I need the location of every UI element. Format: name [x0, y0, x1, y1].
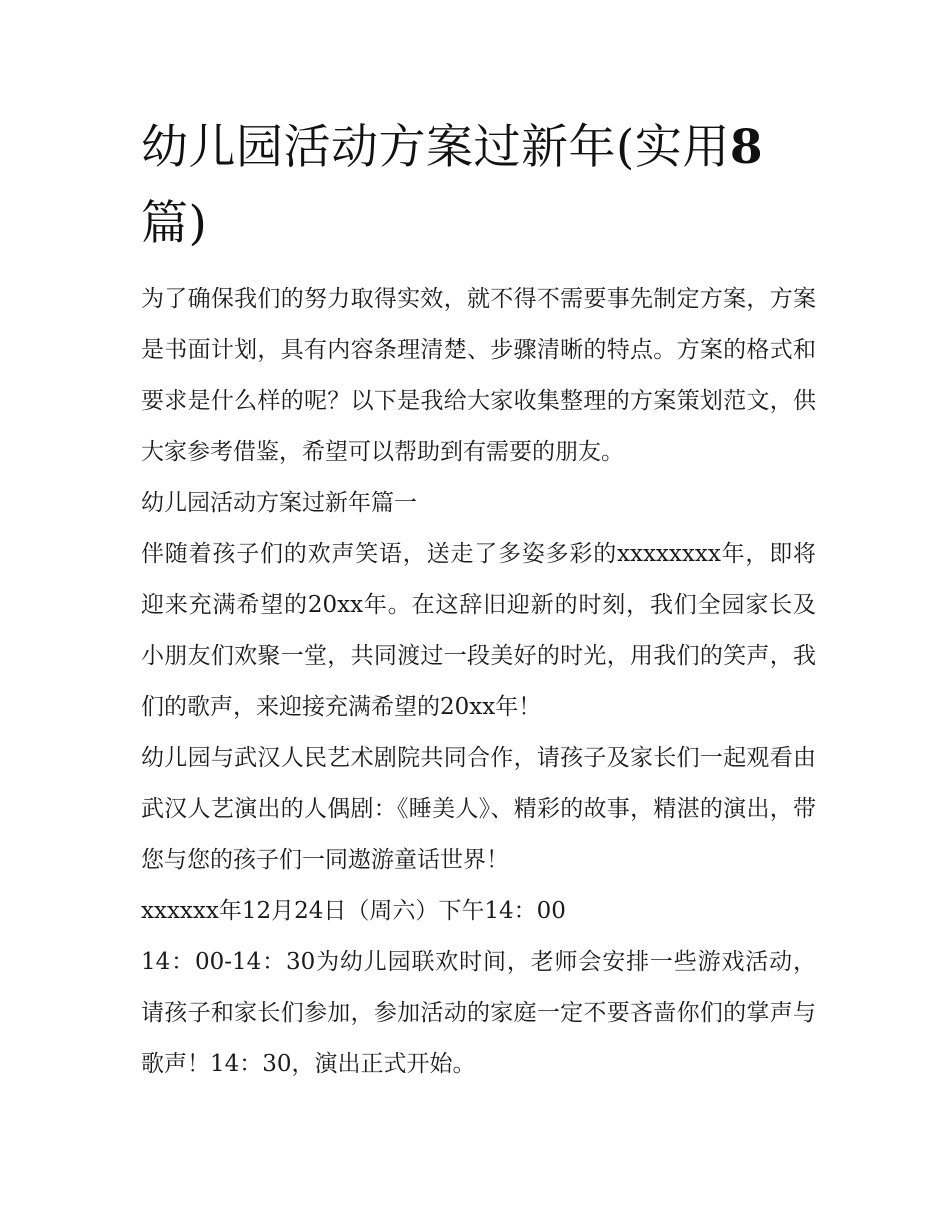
title-number: 8: [729, 120, 764, 175]
intro-paragraph: 为了确保我们的努力取得实效，就不得不需要事先制定方案，方案是书面计划，具有内容条理清楚、步骤清晰的特点。方案的格式和要求是什么样的呢？以下是我给大家收集整理的方案策划范文，供大家参考借鉴，希望可以帮助到有需要的朋友。: [141, 286, 816, 465]
event-time-line: xxxxxx年12月24日（周六）下午14：00: [141, 898, 566, 924]
body-paragraph: 14：00-14：30为幼儿园联欢时间，老师会安排一些游戏活动，请孩子和家长们参加，参加活动的家庭一定不要吝啬你们的掌声与歌声！14：30，演出正式开始。: [141, 949, 816, 1077]
section-heading: 幼儿园活动方案过新年篇一: [141, 490, 417, 516]
body-paragraph: 伴随着孩子们的欢声笑语，送走了多姿多彩的xxxxxxxx年，即将迎来充满希望的20xx年。在这辞旧迎新的时刻，我们全园家长及小朋友们欢聚一堂，共同渡过一段美好的时光，用我们的笑声，我们的歌声，来迎接充满希望的20xx年！: [141, 541, 816, 720]
document-body: [141, 274, 816, 1090]
body-paragraph: 幼儿园与武汉人民艺术剧院共同合作，请孩子及家长们一起观看由武汉人艺演出的人偶剧：《睡美人》、精彩的故事，精湛的演出，带您与您的孩子们一同遨游童话世界！: [141, 745, 816, 873]
document-content: [141, 110, 816, 1090]
document-title: [141, 110, 816, 262]
title-tail: 篇): [141, 196, 208, 251]
title-main: 幼儿园活动方案过新年(实用: [141, 120, 730, 175]
